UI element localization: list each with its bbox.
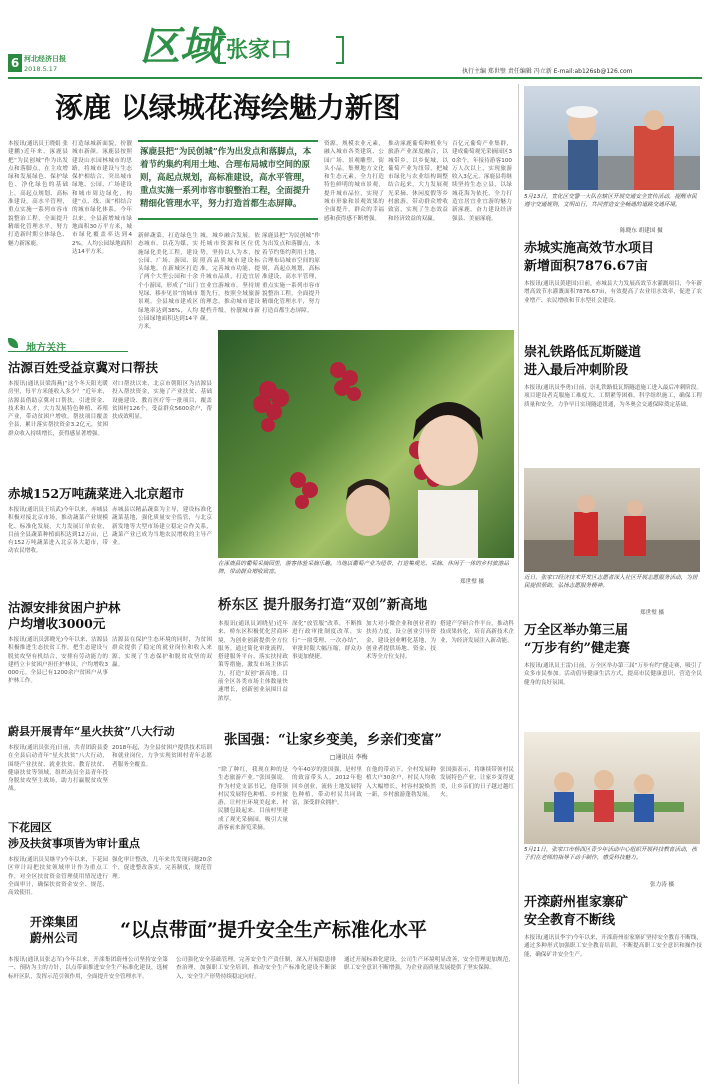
lead-col-4: 资源，规模农业元素，融入城市各类建筑、公园广场、景观雕塑、街头小品，集聚地方文化和生态元素，全力打造特色鲜明的城市景观，提升城市品位，实现了城市形象和景观效果的全面提升，群众的幸福感和获得感不断增强。 bbox=[324, 141, 384, 222]
grape-photo-caption: 在涿鹿县的葡萄采摘园里，游客体验采摘乐趣。当地以葡萄产业为纽带，打造集观光、采摘、休闲于一体的乡村旅游品牌，带动群众增收致富。 bbox=[218, 561, 509, 576]
traffic-police-photo bbox=[524, 86, 700, 190]
story-chicheng-body-2: 赤城县以精品蔬菜为主导，建设标准化蔬菜基地，强化质量安全监管，与北京新发地等大型市场建立稳定合作关系，蔬菜产业已成为当地农民增收的主导产业。 bbox=[112, 507, 212, 547]
lead-callout bbox=[138, 140, 318, 220]
story-wanquan-body: 本报讯(通讯员王雷)日前，万全区举办第三届“万步有约”健走赛，吸引了众多市民参加。活动倡导健康生活方式，提高市民健康意识，营造全民健身的良好氛围。 bbox=[524, 663, 702, 686]
lead-col-2: 打造绿城新面貌，扮靓城市新颜。涿鹿县按照建设山水园林城市的思路，将城市建设与生态保护相结合，突出城市绿地、公园、广场建设和城市周边绿化，构建“点、线、面”相结合的城市绿化体系。今年以来，全县新增城市绿地面积30万平方米，城市绿化覆盖率达到42%，人均公园绿地面积达14平方米。 bbox=[72, 141, 132, 255]
story-xiahuayuan-body-2: 强化审计整改，几年来共发现问题20余个，促进整改落实，完善制度，规范管理。 bbox=[112, 857, 212, 880]
lead-col-3b: 城，城乡融合发展。依托城市资源和区位优势，坚持以人为本，按照高品质城市建设标准，完善城市功能，提升城市品质，打造宜居宜业宜游城市。坚持规划先行，按照全域旅游的理念，推动城市建设提档升级，扮靓城市新颜。 bbox=[200, 233, 260, 322]
story-guyuan-body-2: 对口帮扶以来，北京市朝阳区为沽源县投入帮扶资金，实施了产业扶贫、基础设施建设、教育医疗等一批项目，覆盖贫困村126个，受益群众5600余户，帮扶成效明显。 bbox=[112, 381, 212, 421]
kids-science-photo bbox=[524, 732, 700, 844]
kids-photo-credit: 张力涛 摄 bbox=[650, 882, 675, 888]
volunteer-photo-credit: 郑世璧 摄 bbox=[640, 610, 665, 616]
right-divider bbox=[518, 84, 519, 1084]
story-qiaodong-body-1: 本报讯(通讯员刘晓星)近年来，桥东区积极优化营商环境，为创业创新提供全方位服务。通过简化审批流程、搭建服务平台、落实扶持政策等措施，激发市场主体活力，打造“双创”新高地。目前全区各类市场主体数量快速增长，创新创业氛围日益浓厚。 bbox=[218, 621, 288, 702]
grape-photo-illustration bbox=[218, 330, 514, 558]
volunteer-photo-caption: 近日，张家口经济技术开发区志愿者深入社区开展志愿服务活动，为居民提供帮助，弘扬志愿服务精神。 bbox=[524, 575, 698, 590]
story-cuijiazhai-body: 本报讯(通讯员李宇)今年以来，开滦蔚州崔家寨矿坚持安全教育不断线，通过多种形式加强职工安全教育培训，不断提高职工安全意识和操作技能，确保矿井安全生产。 bbox=[524, 935, 702, 958]
story-yuxian-body-1: 本报讯(通讯员张亮)日前，共青团蔚县委在全县启动青年“星火扶贫”八大行动，围绕产业扶贫、就业扶贫、教育扶贫、健康扶贫等领域，组织动员全县青年投身脱贫攻坚主战场，助力打赢脱贫攻坚战。 bbox=[8, 745, 108, 793]
region-label: 张家口 bbox=[226, 37, 293, 63]
local-focus-text: 地方关注 bbox=[26, 343, 67, 354]
story-zhang-body-3: 在他的带动下，全村发展种植大户30余户，村民人均收入大幅增长，村容村貌焕然一新，乡村旅游蓬勃发展。 bbox=[366, 767, 436, 798]
story-kailuan-headline: “以点带面”提升安全生产标准化水平 bbox=[120, 919, 427, 941]
story-zhang-byline: □通讯员 李梅 bbox=[330, 754, 368, 761]
lead-col-3c: 涿鹿县把“为民创城”作为出发点和落脚点，本着节约集约利用土地、合理布局城市空间的原则，高起点规划，高标准建设，高水平管理，重点实施一系列市容市貌整治工程，全面提升精细化管理水平，努力打造首都生态屏障。 bbox=[262, 233, 320, 314]
lead-col-6: 百亿元葡萄产业集群，建成葡萄观光采摘园区30余个，年接待游客100万人次以上，实现旅游收入3亿元。涿鹿县将继续坚持生态立县，以绿城花海为依托，全力打造宜居宜业宜游的魅力新涿鹿，奋力建设经济强县、美丽涿鹿。 bbox=[452, 141, 512, 222]
callout-text: 涿鹿县把“为民创城”作为出发点和落脚点，本着节约集约利用土地、合理布局城市空间的原则，高起点规划，高标准建设，高水平管理，重点实施一系列市容市貌整治工程，全面提升精细化管理水平，努力打造首都生态屏障。 bbox=[140, 147, 312, 209]
story-qiaodong-headline: 桥东区 提升服务打造“双创”新高地 bbox=[218, 597, 428, 613]
story-chicheng-water-headline: 赤城实施高效节水项目 新增面积7876.67亩 bbox=[524, 241, 655, 274]
kailuan-tag-line-2: 蔚州公司 bbox=[30, 931, 79, 945]
story-forest-body-1: 本报讯(通讯员郭晓光)今年以来，沽源县积极推进生态扶贫工作，把生态建设与脱贫攻坚有机结合，安排有劳动能力的建档立卡贫困户担任护林员，户均增收3000元。全县已有1200余户贫困户从事护林工作。 bbox=[8, 637, 108, 685]
editors-line: 执行主编 郑世璧 责任编辑 冯立新 E-mail:ab126sb@126.com bbox=[462, 68, 633, 75]
story-forest-headline: 沽源安排贫困户护林 户均增收3000元 bbox=[8, 600, 121, 631]
volunteer-illustration bbox=[524, 468, 700, 572]
bracket-left-icon bbox=[218, 36, 226, 64]
grape-photo bbox=[218, 330, 514, 558]
story-qiaodong-body-2: 深化“放管服”改革，不断推进行政审批制度改革，实行“一窗受理、一次办结”，审批时限大幅压缩，群众办事更加便捷。 bbox=[292, 621, 362, 661]
local-focus-label bbox=[8, 336, 128, 352]
story-kailuan-body-2: 公司强化安全基础管理，完善安全生产责任制，深入开展隐患排查治理，加强职工安全培训，推动安全生产标准化建设不断深入，安全生产形势持续稳定向好。 bbox=[176, 957, 336, 980]
story-yuxian-body-2: 2018年起，为全县贫困户提供技术培训和就业岗位，力争实现贫困村青年志愿者服务全覆盖。 bbox=[112, 745, 212, 768]
lead-col-3a: 新鲜蔬菜，打造绿色生态城市，以花为媒，实施绿化美化工程，建设公园、广场、游园、街头绿地。在新城区打造了两个大型公园和十余个小游园，形成了“出门见绿、移步见景”的城市景观。全县城市建成区绿地率达到38%，人均公园绿地面积达到14平方米。 bbox=[138, 233, 198, 331]
issue-date: 2018.5.17 bbox=[24, 65, 58, 73]
story-zhang-body-1: “除了种红，我现在种的是生态旅游产业。”张国强说。作为村党支部书记，他带领村民发展特色种植、乡村旅游，让村庄环境美起来、村民腰包鼓起来。目前村里建成了观光采摘园，吸引大量游客前来游览采摘。 bbox=[218, 767, 288, 832]
paper-name: 河北经济日报 bbox=[24, 55, 66, 63]
story-guyuan-body-1: 本报讯(通讯员梁海燕)“这个冬天阳光暖房里，每平方米能收入多少？”近年来，沽源县借助京冀对口帮扶，引进资金、技术和人才，大力发展特色种植、养殖产业，带动贫困户增收。帮扶项目覆盖全县，累计落实帮扶资金3.2亿元，贫困群众收入持续增长，获得感显著增强。 bbox=[8, 381, 108, 437]
story-chongli-headline: 崇礼铁路低瓦斯隧道 进入最后冲刺阶段 bbox=[524, 345, 642, 378]
lead-headline: 涿鹿 以绿城花海绘魅力新图 bbox=[55, 91, 401, 124]
story-zhang-body-4: 张国强表示，将继续带领村民发展特色产业，让家乡变得更美，让乡亲们的日子越过越红火。 bbox=[440, 767, 514, 798]
story-forest-body-2: 沽源县在保护生态环境的同时，为贫困群众提供了稳定的就业岗位和收入来源，实现了生态保护和脱贫攻坚的双赢。 bbox=[112, 637, 212, 668]
traffic-photo-credit: 陈晓东 胡建国 摄 bbox=[620, 228, 663, 234]
story-guyuan-headline: 沽源百姓受益京冀对口帮扶 bbox=[8, 360, 159, 375]
kailuan-tag-line-1: 开滦集团 bbox=[30, 915, 79, 929]
bracket-right-icon bbox=[336, 36, 344, 64]
kids-photo-caption: 5月11日，张家口市桥西区青少年活动中心组织开展科技教育活动，孩子们在老师的指导下动手制作，感受科技魅力。 bbox=[524, 847, 697, 862]
story-chongli-body: 本报讯(通讯员李勇)日前，崇礼铁路低瓦斯隧道施工进入最后冲刺阶段。项目建设者克服施工难度大、工期紧等困难，科学组织施工，确保工程质量和安全，力争早日实现隧道贯通，为冬奥会交通保障奠定基础。 bbox=[524, 385, 702, 408]
lead-col-5: 推动涿鹿葡萄种植业与旅游产业深度融合，以城带乡，以乡促城，以葡萄产业为纽带，把城市绿化与农业结构调整结合起来，大力发展观光采摘、休闲度假等乡村旅游，带动群众增收致富，实现了生态效益和经济效益的双赢。 bbox=[388, 141, 448, 222]
section-title: 区域 bbox=[140, 23, 220, 70]
story-chicheng-headline: 赤城152万吨蔬菜进入北京超市 bbox=[8, 486, 185, 501]
story-chicheng-body-1: 本报讯(通讯员王培武)今年以来，赤城县积极对接北京市场，推动蔬菜产业规模化、标准化发展，大力发展订单农业，目前全县蔬菜种植面积达到12万亩，已有152万吨蔬菜进入北京各大超市，带动农民增收。 bbox=[8, 507, 108, 555]
story-cuijiazhai-headline: 开滦蔚州崔家寨矿 安全教育不断线 bbox=[524, 895, 629, 928]
traffic-photo-caption: 5月13日，宣化区交警一大队在辖区开展交通安全宣传活动，提醒市民遵守交通规则，文明出行，共同营造安全畅通的道路交通环境。 bbox=[524, 194, 697, 209]
masthead bbox=[0, 0, 708, 80]
masthead-rule bbox=[8, 77, 702, 79]
page-number-badge: 6 bbox=[8, 54, 22, 72]
volunteer-photo bbox=[524, 468, 700, 572]
story-kailuan-body-1: 本报讯(通讯员张志军)今年以来，开滦集团蔚州公司坚持安全第一、预防为主的方针，以点带面推进安全生产标准化建设，选树标杆区队，发挥示范引领作用，全面提升安全管理水平。 bbox=[8, 957, 168, 980]
story-wanquan-headline: 万全区举办第三届 “万步有约”健走赛 bbox=[524, 623, 630, 656]
story-xiahuayuan-headline: 下花园区 涉及扶贫事项皆为审计重点 bbox=[8, 821, 140, 850]
story-xiahuayuan-body-1: 本报讯(通讯员吴继平)今年以来，下花园区审计局把扶贫领域审计作为重点工作，对全区扶贫资金管理使用情况进行全面审计，确保扶贫资金安全、规范、高效使用。 bbox=[8, 857, 108, 897]
grape-photo-credit: 郑世璧 摄 bbox=[460, 579, 485, 585]
story-yuxian-headline: 蔚县开展青年“星火扶贫”八大行动 bbox=[8, 725, 175, 738]
traffic-police-illustration bbox=[524, 86, 700, 190]
story-kailuan-body-3: 通过开展标准化建设，公司生产环境明显改善，安全管理更加规范，职工安全意识不断增强，为企业高质量发展提供了坚实保障。 bbox=[344, 957, 514, 972]
story-chicheng-water-body: 本报讯(通讯员黄建国)日前，赤城县大力发展高效节水灌溉项目，今年新增高效节水灌溉面积7876.67亩，有效提高了农业用水效率，促进了农业增产、农民增收和节水型社会建设。 bbox=[524, 281, 702, 304]
story-qiaodong-body-4: 搭建产学研合作平台，推动科技成果转化，培育高新技术企业，为经济发展注入新动能。 bbox=[440, 621, 514, 644]
story-zhang-headline: 张国强：“让家乡变美，乡亲们变富” bbox=[224, 732, 443, 748]
kids-science-illustration bbox=[524, 732, 700, 844]
leaf-icon bbox=[8, 338, 18, 348]
story-qiaodong-body-3: 加大对小微企业和创业者的扶持力度，设立创业引导资金，建设创业孵化基地，为创业者提供场地、资金、技术等全方位支持。 bbox=[366, 621, 436, 661]
kailuan-tag bbox=[30, 914, 116, 948]
story-zhang-body-2: 今年40岁的张国强，是村里的致富带头人。2012年他回乡创业，流转土地发展特色种植，带动村民共同致富，深受群众拥护。 bbox=[292, 767, 362, 807]
lead-col-1: 本报讯(通讯员王晓娟 张建鹏)近年来，涿鹿县把“为民创城”作为出发点和落脚点，在主攻增绿和发展绿色、保护绿色、净化绿色的基础上，高起点规划、高标准建设，高水平管理，重点实施一系列市容市貌整治工程，全面提升精细化管理水平，努力打造新时期立体绿色、魅力新涿鹿。 bbox=[8, 141, 68, 247]
